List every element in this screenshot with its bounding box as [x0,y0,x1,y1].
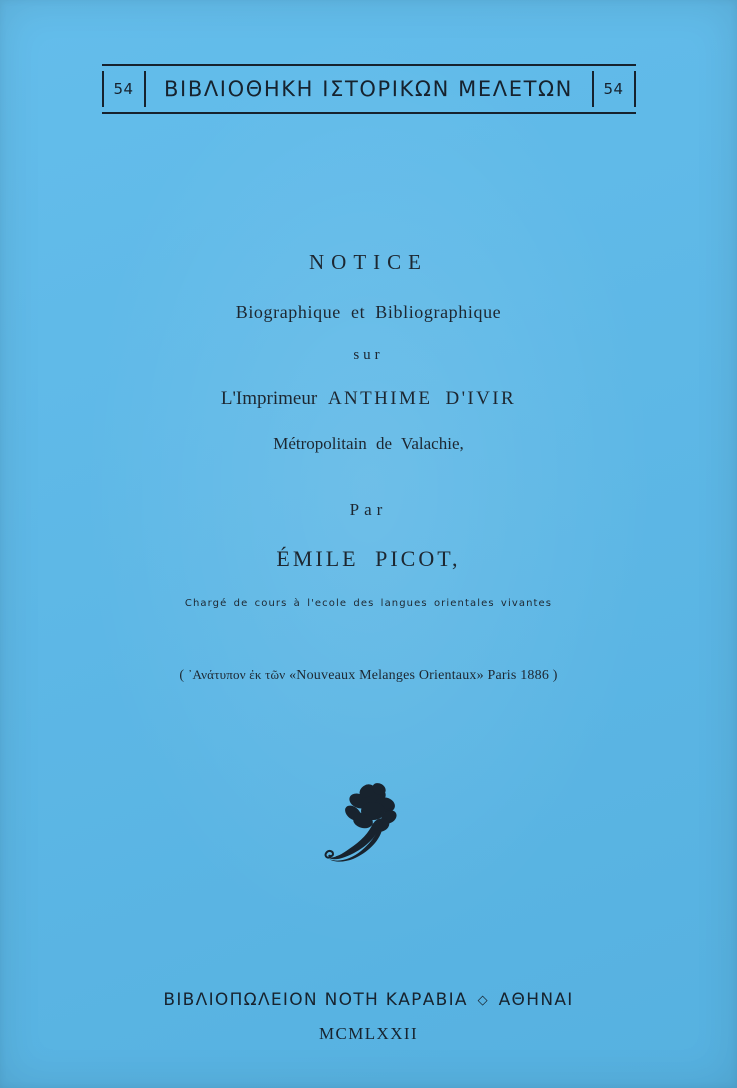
diamond-icon: ◇ [477,993,489,1008]
cornucopia-ornament-icon [314,768,424,878]
publisher-line [0,990,737,1010]
author-byline-label: Par [349,500,388,519]
subject-prefix: L'Imprimeur [220,388,318,409]
publication-year: MCMLXXII [318,1024,419,1043]
author-name: ÉMILE PICOT, [276,546,461,571]
title-block [0,250,737,684]
reprint-greek-text: ᾿Ανάτυπον ἐκ τῶν [187,667,286,682]
publisher-name: ΒΙΒΛΙΟΠΩΛΕΙΟΝ ΝΟΤΗ ΚΑΡΑΒΙΑ [163,990,468,1010]
title-subtitle: Biographique et Bibliographique [235,302,502,322]
subject-name: ANTHIME D'IVIR [327,388,517,409]
subject-role: Métropolitain de Valachie, [273,434,464,453]
series-number-left: 54 [102,71,146,107]
reprint-note [0,667,737,684]
page-title: NOTICE [309,250,428,274]
reprint-source: «Nouveaux Melanges Orientaux» Paris 1886 [289,668,550,683]
series-header [102,64,636,114]
reprint-open-paren: ( [179,668,188,683]
footer [0,990,737,1044]
series-number-right: 54 [592,71,636,107]
author-credential: Chargé de cours à l'ecole des langues orientales vivantes [184,598,553,609]
title-preposition: sur [353,347,384,363]
series-title: ΒΙΒΛΙΟΘΗΚΗ ΙΣΤΟΡΙΚΩΝ ΜΕΛΕΤΩΝ [164,77,573,101]
reprint-close-paren: ) [549,668,558,683]
publisher-city: ΑΘΗΝΑΙ [498,990,574,1010]
subject-line [0,388,737,410]
